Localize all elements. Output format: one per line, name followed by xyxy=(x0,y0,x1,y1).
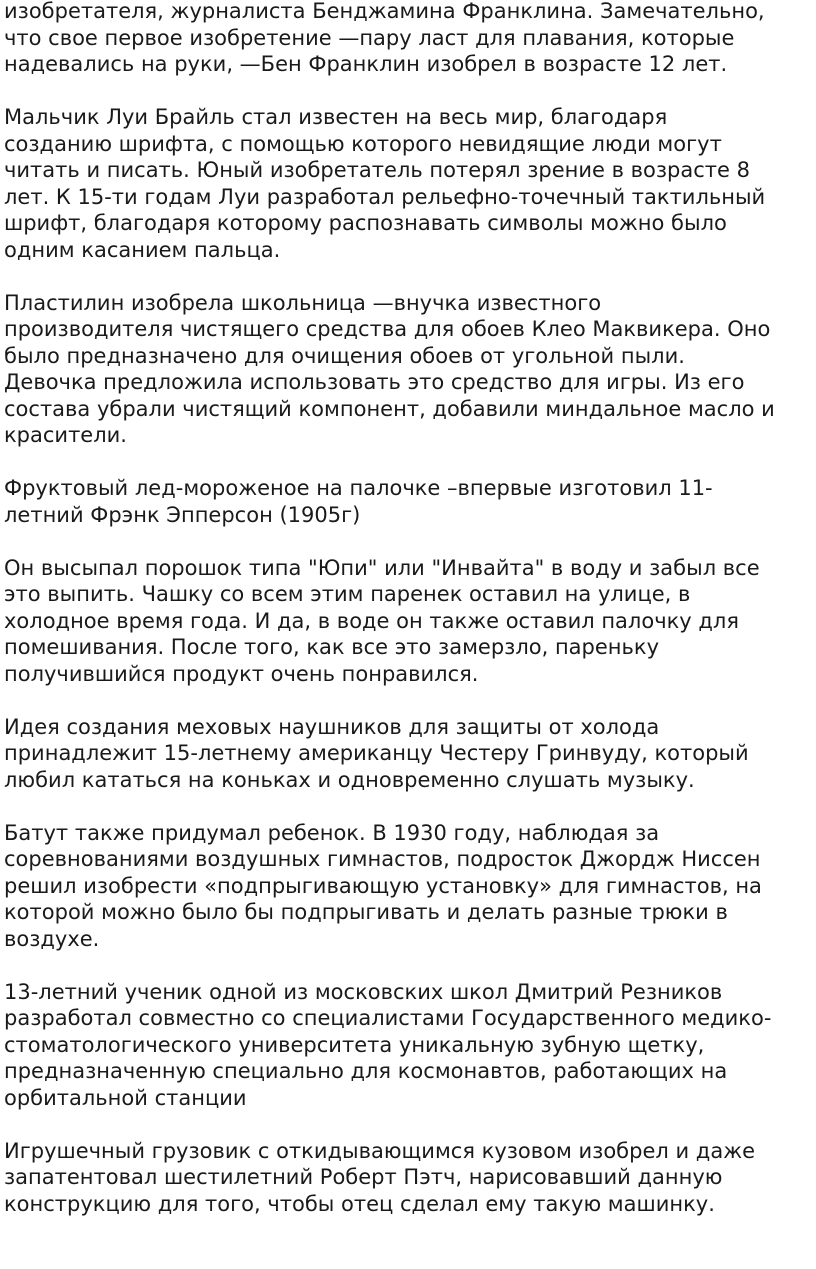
paragraph-trampoline: Батут также придумал ребенок. В 1930 году, наблюдая за соревнованиями воздушных гимнастов, подросток Джордж Ниссен решил изобрести «подпрыгивающую установку» для гимнастов, на которой можно было бы подпрыгивать и делать разные трюки в воздухе. xyxy=(4,820,762,951)
paragraph-earmuffs: Идея создания меховых наушников для защиты от холода принадлежит 15-летнему американцу Честеру Гринвуду, который любил кататься на коньках и одновременно слушать музыку. xyxy=(4,714,749,792)
paragraph-plasticine: Пластилин изобрела школьница —внучка известного производителя чистящего средства для обоев Клео Маквикера. Оно было предназначено для очищения обоев от угольной пыли. Девочка предложила использовать это средство для игры. Из его состава убрали чистящий компонент, добавили миндальное масло и красители. xyxy=(4,290,775,447)
paragraph-toy-truck: Игрушечный грузовик с откидывающимся кузовом изобрел и даже запатентовал шестилетний Роберт Пэтч, нарисовавший данную конструкцию для того, чтобы отец сделал ему такую машинку. xyxy=(4,1138,756,1216)
paragraph-popsicle-story: Он высыпал порошок типа "Юпи" или "Инвайта" в воду и забыл все это выпить. Чашку со всем этим паренек оставил на улице, в холодное время года. И да, в воде он также оставил палочку для помешивания. После того, как все это замерзло, пареньку получившийся продукт очень понравился. xyxy=(4,555,760,686)
paragraph-franklin: изобретателя, журналиста Бенджамина Франклина. Замечательно, что свое первое изобретение —пару ласт для плавания, которые надевались на руки, —Бен Франклин изобрел в возрасте 12 лет. xyxy=(4,0,765,76)
paragraph-braille: Мальчик Луи Брайль стал известен на весь мир, благодаря созданию шрифта, с помощью которого невидящие люди могут читать и писать. Юный изобретатель потерял зрение в возрасте 8 лет. К 15-ти годам Луи разработал рельефно-точечный тактильный шрифт, благодаря которому распознавать символы можно было одним касанием пальца. xyxy=(4,105,766,262)
paragraph-toothbrush: 13-летний ученик одной из московских школ Дмитрий Резников разработал совместно со специалистами Государственного медико- стоматологического университета уникальную зубную щетку, предназначенную специально для космонавтов, работающих на орбитальной станции xyxy=(4,979,772,1110)
paragraph-popsicle: Фруктовый лед-мороженое на палочке –впервые изготовил 11- летний Фрэнк Эпперсон (1905г) xyxy=(4,476,713,527)
